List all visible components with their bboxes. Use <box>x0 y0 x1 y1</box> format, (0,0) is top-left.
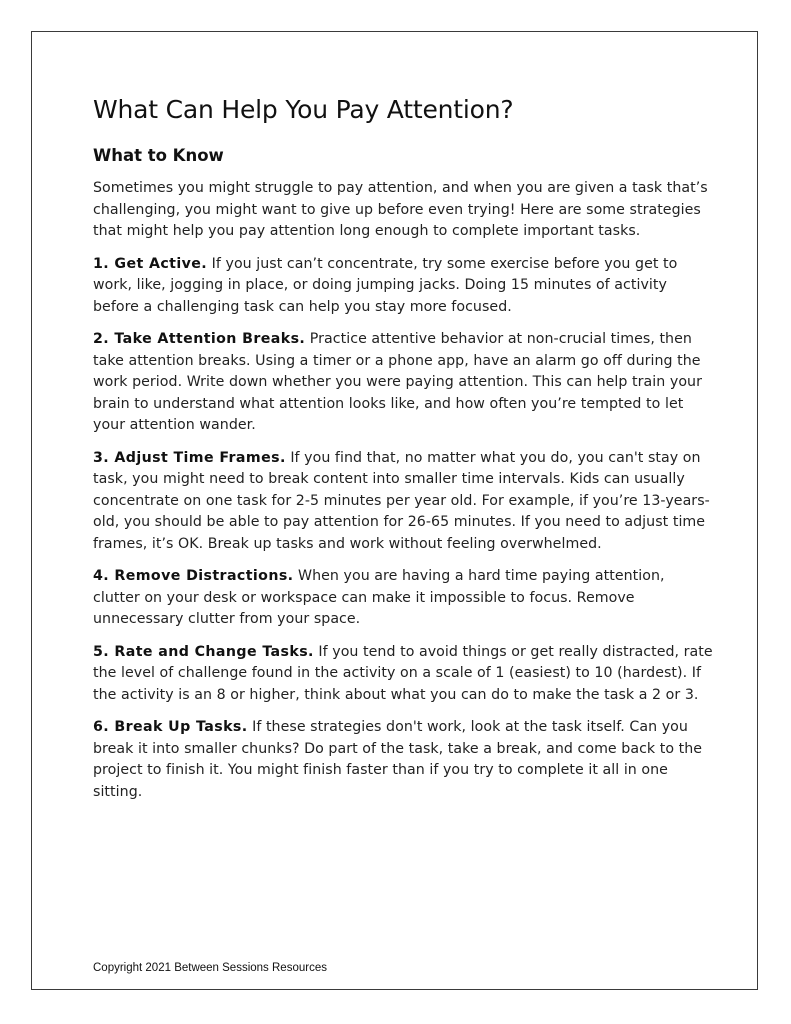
strategy-item <box>93 642 713 707</box>
strategy-text: If you find that, no matter what you do, you can't stay on task, you might need to break content into smaller time intervals. Kids can usually concentrate on one task for 2-5 minutes per year old. For example, if you’re 13-years-old, you should be able to pay attention for 26-65 minutes. If you need to adjust time frames, it’s OK. Break up tasks and work without feeling overwhelmed. <box>93 449 710 552</box>
strategy-heading: 1. Get Active. <box>93 255 208 272</box>
strategy-item <box>93 717 713 803</box>
strategy-heading: 3. Adjust Time Frames. <box>93 449 286 466</box>
page-title: What Can Help You Pay Attention? <box>93 95 514 124</box>
strategy-text: If you tend to avoid things or get really distracted, rate the level of challenge found in the activity on a scale of 1 (easiest) to 10 (hardest). If the activity is an 8 or higher, think about what you can do to make the task a 2 or 3. <box>93 643 713 703</box>
strategy-text: If you just can’t concentrate, try some exercise before you get to work, like, jogging in place, or doing jumping jacks. Doing 15 minutes of activity before a challenging task can help you stay more focused. <box>93 255 678 315</box>
strategy-item <box>93 254 713 319</box>
strategy-heading: 2. Take Attention Breaks. <box>93 331 306 347</box>
copyright-footer: Copyright 2021 Between Sessions Resources <box>93 962 327 974</box>
strategy-text: When you are having a hard time paying attention, clutter on your desk or workspace can make it impossible to focus. Remove unnecessary clutter from your space. <box>93 568 665 627</box>
strategy-heading: 6. Break Up Tasks. <box>93 719 248 735</box>
strategy-item <box>93 329 713 437</box>
document-body <box>93 95 713 803</box>
intro-paragraph: Sometimes you might struggle to pay attention, and when you are given a task that’s challenging, you might want to give up before even trying! Here are some strategies that might help you pay attention long enough to complete important tasks. <box>93 180 708 239</box>
strategy-item <box>93 448 713 556</box>
strategy-heading: 5. Rate and Change Tasks. <box>93 643 314 660</box>
section-heading: What to Know <box>93 146 224 165</box>
strategy-item <box>93 566 713 631</box>
strategy-text: Practice attentive behavior at non-crucial times, then take attention breaks. Using a timer or a phone app, have an alarm go off during the work period. Write down whether you were paying attention. This can help train your brain to understand what attention looks like, and how often you’re tempted to let your attention wander. <box>93 331 702 433</box>
strategy-text: If these strategies don't work, look at the task itself. Can you break it into smaller chunks? Do part of the task, take a break, and come back to the project to finish it. You might finish faster than if you try to complete it all in one sitting. <box>93 719 703 800</box>
strategy-heading: 4. Remove Distractions. <box>93 568 294 584</box>
